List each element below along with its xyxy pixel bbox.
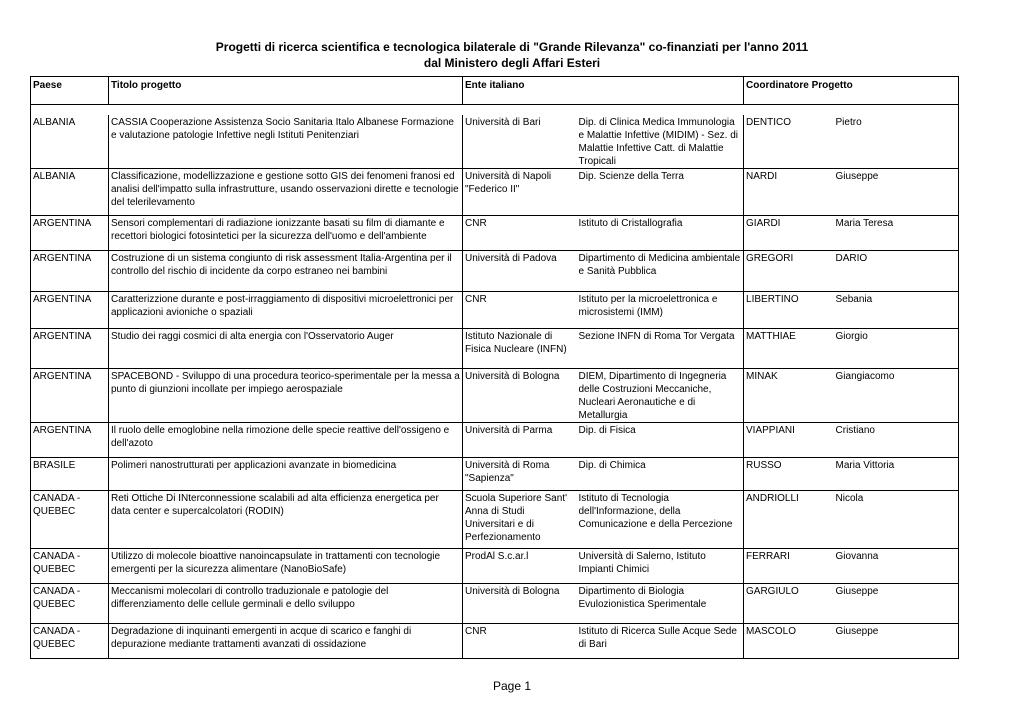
document-subtitle: dal Ministero degli Affari Esteri (423, 56, 601, 70)
table-row (31, 251, 959, 292)
table-row (31, 584, 959, 624)
table-row (31, 216, 959, 251)
cell-nome: Nicola (834, 491, 959, 549)
cell-dipartimento: Dip. di Chimica (577, 458, 744, 491)
cell-nome: Pietro (834, 115, 959, 169)
cell-cognome: MASCOLO (744, 624, 834, 659)
cell-paese: ARGENTINA (31, 423, 109, 458)
cell-ente: CNR (463, 292, 577, 329)
table-row (31, 169, 959, 216)
cell-titolo: CASSIA Cooperazione Assistenza Socio Sanitaria Italo Albanese Formazione e valutazione patologie Infettive negli Istituti Penitenziari (109, 115, 463, 169)
cell-dipartimento: Università di Salerno, Istituto Impianti Chimici (577, 549, 744, 584)
cell-nome: DARIO (834, 251, 959, 292)
cell-ente: CNR (463, 216, 577, 251)
cell-dipartimento: Istituto di Tecnologia dell'Informazione, della Comunicazione e della Percezione (577, 491, 744, 549)
cell-cognome: GREGORI (744, 251, 834, 292)
cell-nome: Giangiacomo (834, 369, 959, 423)
header-titolo: Titolo progetto (109, 77, 463, 105)
cell-ente: Università di Padova (463, 251, 577, 292)
cell-paese: ARGENTINA (31, 329, 109, 369)
cell-titolo: Polimeri nanostrutturati per applicazioni avanzate in biomedicina (109, 458, 463, 491)
table-row (31, 369, 959, 423)
cell-nome: Giuseppe (834, 169, 959, 216)
cell-paese: ARGENTINA (31, 369, 109, 423)
cell-dipartimento: DIEM, Dipartimento di Ingegneria delle Costruzioni Meccaniche, Nucleari Aeronautiche e di Metallurgia (577, 369, 744, 423)
cell-nome: Maria Vittoria (834, 458, 959, 491)
cell-cognome: MINAK (744, 369, 834, 423)
header-coordinatore: Coordinatore Progetto (744, 77, 959, 105)
cell-titolo: Costruzione di un sistema congiunto di risk assessment Italia-Argentina per il controllo del rischio di incidente da corpo estraneo nei bambini (109, 251, 463, 292)
cell-cognome: FERRARI (744, 549, 834, 584)
cell-dipartimento: Dip. di Fisica (577, 423, 744, 458)
cell-cognome: VIAPPIANI (744, 423, 834, 458)
cell-nome: Giuseppe (834, 584, 959, 624)
cell-nome: Maria Teresa (834, 216, 959, 251)
cell-paese: ALBANIA (31, 115, 109, 169)
cell-titolo: Sensori complementari di radiazione ionizzante basati su film di diamante e recettori biologici fotosintetici per la sicurezza dell'uomo e dell'ambiente (109, 216, 463, 251)
table-row (31, 329, 959, 369)
cell-paese: ARGENTINA (31, 216, 109, 251)
cell-dipartimento: Istituto di Cristallografia (577, 216, 744, 251)
cell-dipartimento: Dip. di Clinica Medica Immunologia e Malattie Infettive (MIDIM) - Sez. di Malattie Infettive Catt. di Malattie Tropicali (577, 115, 744, 169)
cell-paese: ALBANIA (31, 169, 109, 216)
header-paese: Paese (31, 77, 109, 105)
cell-titolo: Caratterizzione durante e post-irraggiamento di dispositivi microelettronici per applicazioni avioniche o spaziali (109, 292, 463, 329)
page-number: Page 1 (492, 679, 532, 693)
cell-cognome: MATTHIAE (744, 329, 834, 369)
table-row (31, 624, 959, 659)
cell-titolo: Il ruolo delle emoglobine nella rimozione delle specie reattive dell'ossigeno e dell'azoto (109, 423, 463, 458)
cell-cognome: NARDI (744, 169, 834, 216)
cell-dipartimento: Sezione INFN di Roma Tor Vergata (577, 329, 744, 369)
cell-paese: CANADA - QUEBEC (31, 549, 109, 584)
cell-nome: Giuseppe (834, 624, 959, 659)
cell-paese: CANADA - QUEBEC (31, 491, 109, 549)
cell-titolo: Classificazione, modellizzazione e gestione sotto GIS dei fenomeni franosi ed analisi dell'impatto sulla infrastrutture, usando osservazioni dirette e tecnologie del telerilevamento (109, 169, 463, 216)
cell-cognome: GIARDI (744, 216, 834, 251)
cell-paese: ARGENTINA (31, 292, 109, 329)
cell-ente: Scuola Superiore Sant' Anna di Studi Universitari e di Perfezionamento (463, 491, 577, 549)
cell-ente: CNR (463, 624, 577, 659)
cell-titolo: Degradazione di inquinanti emergenti in acque di scarico e fanghi di depurazione mediante trattamenti avanzati di ossidazione (109, 624, 463, 659)
cell-nome: Giovanna (834, 549, 959, 584)
cell-dipartimento: Dipartimento di Medicina ambientale e Sanità Pubblica (577, 251, 744, 292)
cell-cognome: RUSSO (744, 458, 834, 491)
cell-cognome: ANDRIOLLI (744, 491, 834, 549)
cell-paese: CANADA - QUEBEC (31, 624, 109, 659)
cell-ente: Università di Bologna (463, 584, 577, 624)
cell-paese: ARGENTINA (31, 251, 109, 292)
header-ente: Ente italiano (463, 77, 744, 105)
cell-nome: Sebania (834, 292, 959, 329)
cell-ente: Università di Parma (463, 423, 577, 458)
cell-cognome: LIBERTINO (744, 292, 834, 329)
table-row (31, 458, 959, 491)
cell-titolo: SPACEBOND - Sviluppo di una procedura teorico-sperimentale per la messa a punto di giunzioni incollate per impiego aerospaziale (109, 369, 463, 423)
cell-titolo: Reti Ottiche Di INterconnessione scalabili ad alta efficienza energetica per data center e supercalcolatori (RODIN) (109, 491, 463, 549)
cell-dipartimento: Istituto di Ricerca Sulle Acque Sede di Bari (577, 624, 744, 659)
cell-paese: CANADA - QUEBEC (31, 584, 109, 624)
cell-dipartimento: Dip. Scienze della Terra (577, 169, 744, 216)
cell-nome: Cristiano (834, 423, 959, 458)
table-row (31, 115, 959, 169)
cell-dipartimento: Istituto per la microelettronica e microsistemi (IMM) (577, 292, 744, 329)
document-title: Progetti di ricerca scientifica e tecnologica bilaterale di "Grande Rilevanza" co-finanziati per l'anno 2011 (215, 40, 809, 54)
cell-ente: Università di Bari (463, 115, 577, 169)
cell-titolo: Meccanismi molecolari di controllo traduzionale e patologie del differenziamento delle cellule germinali e dello sviluppo (109, 584, 463, 624)
table-row (31, 423, 959, 458)
cell-nome: Giorgio (834, 329, 959, 369)
cell-ente: ProdAl S.c.ar.l (463, 549, 577, 584)
cell-paese: BRASILE (31, 458, 109, 491)
projects-table (30, 76, 959, 659)
cell-cognome: GARGIULO (744, 584, 834, 624)
cell-dipartimento: Dipartimento di Biologia Evulozionistica Sperimentale (577, 584, 744, 624)
cell-titolo: Studio dei raggi cosmici di alta energia con l'Osservatorio Auger (109, 329, 463, 369)
table-row (31, 549, 959, 584)
cell-titolo: Utilizzo di molecole bioattive nanoincapsulate in trattamenti con tecnologie emergenti per la sicurezza alimentare (NanoBioSafe) (109, 549, 463, 584)
table-row (31, 491, 959, 549)
cell-ente: Università di Roma "Sapienza" (463, 458, 577, 491)
cell-ente: Università di Bologna (463, 369, 577, 423)
cell-ente: Istituto Nazionale di Fisica Nucleare (INFN) (463, 329, 577, 369)
table-row (31, 292, 959, 329)
cell-cognome: DENTICO (744, 115, 834, 169)
cell-ente: Università di Napoli "Federico II" (463, 169, 577, 216)
table-header-row (31, 77, 959, 105)
